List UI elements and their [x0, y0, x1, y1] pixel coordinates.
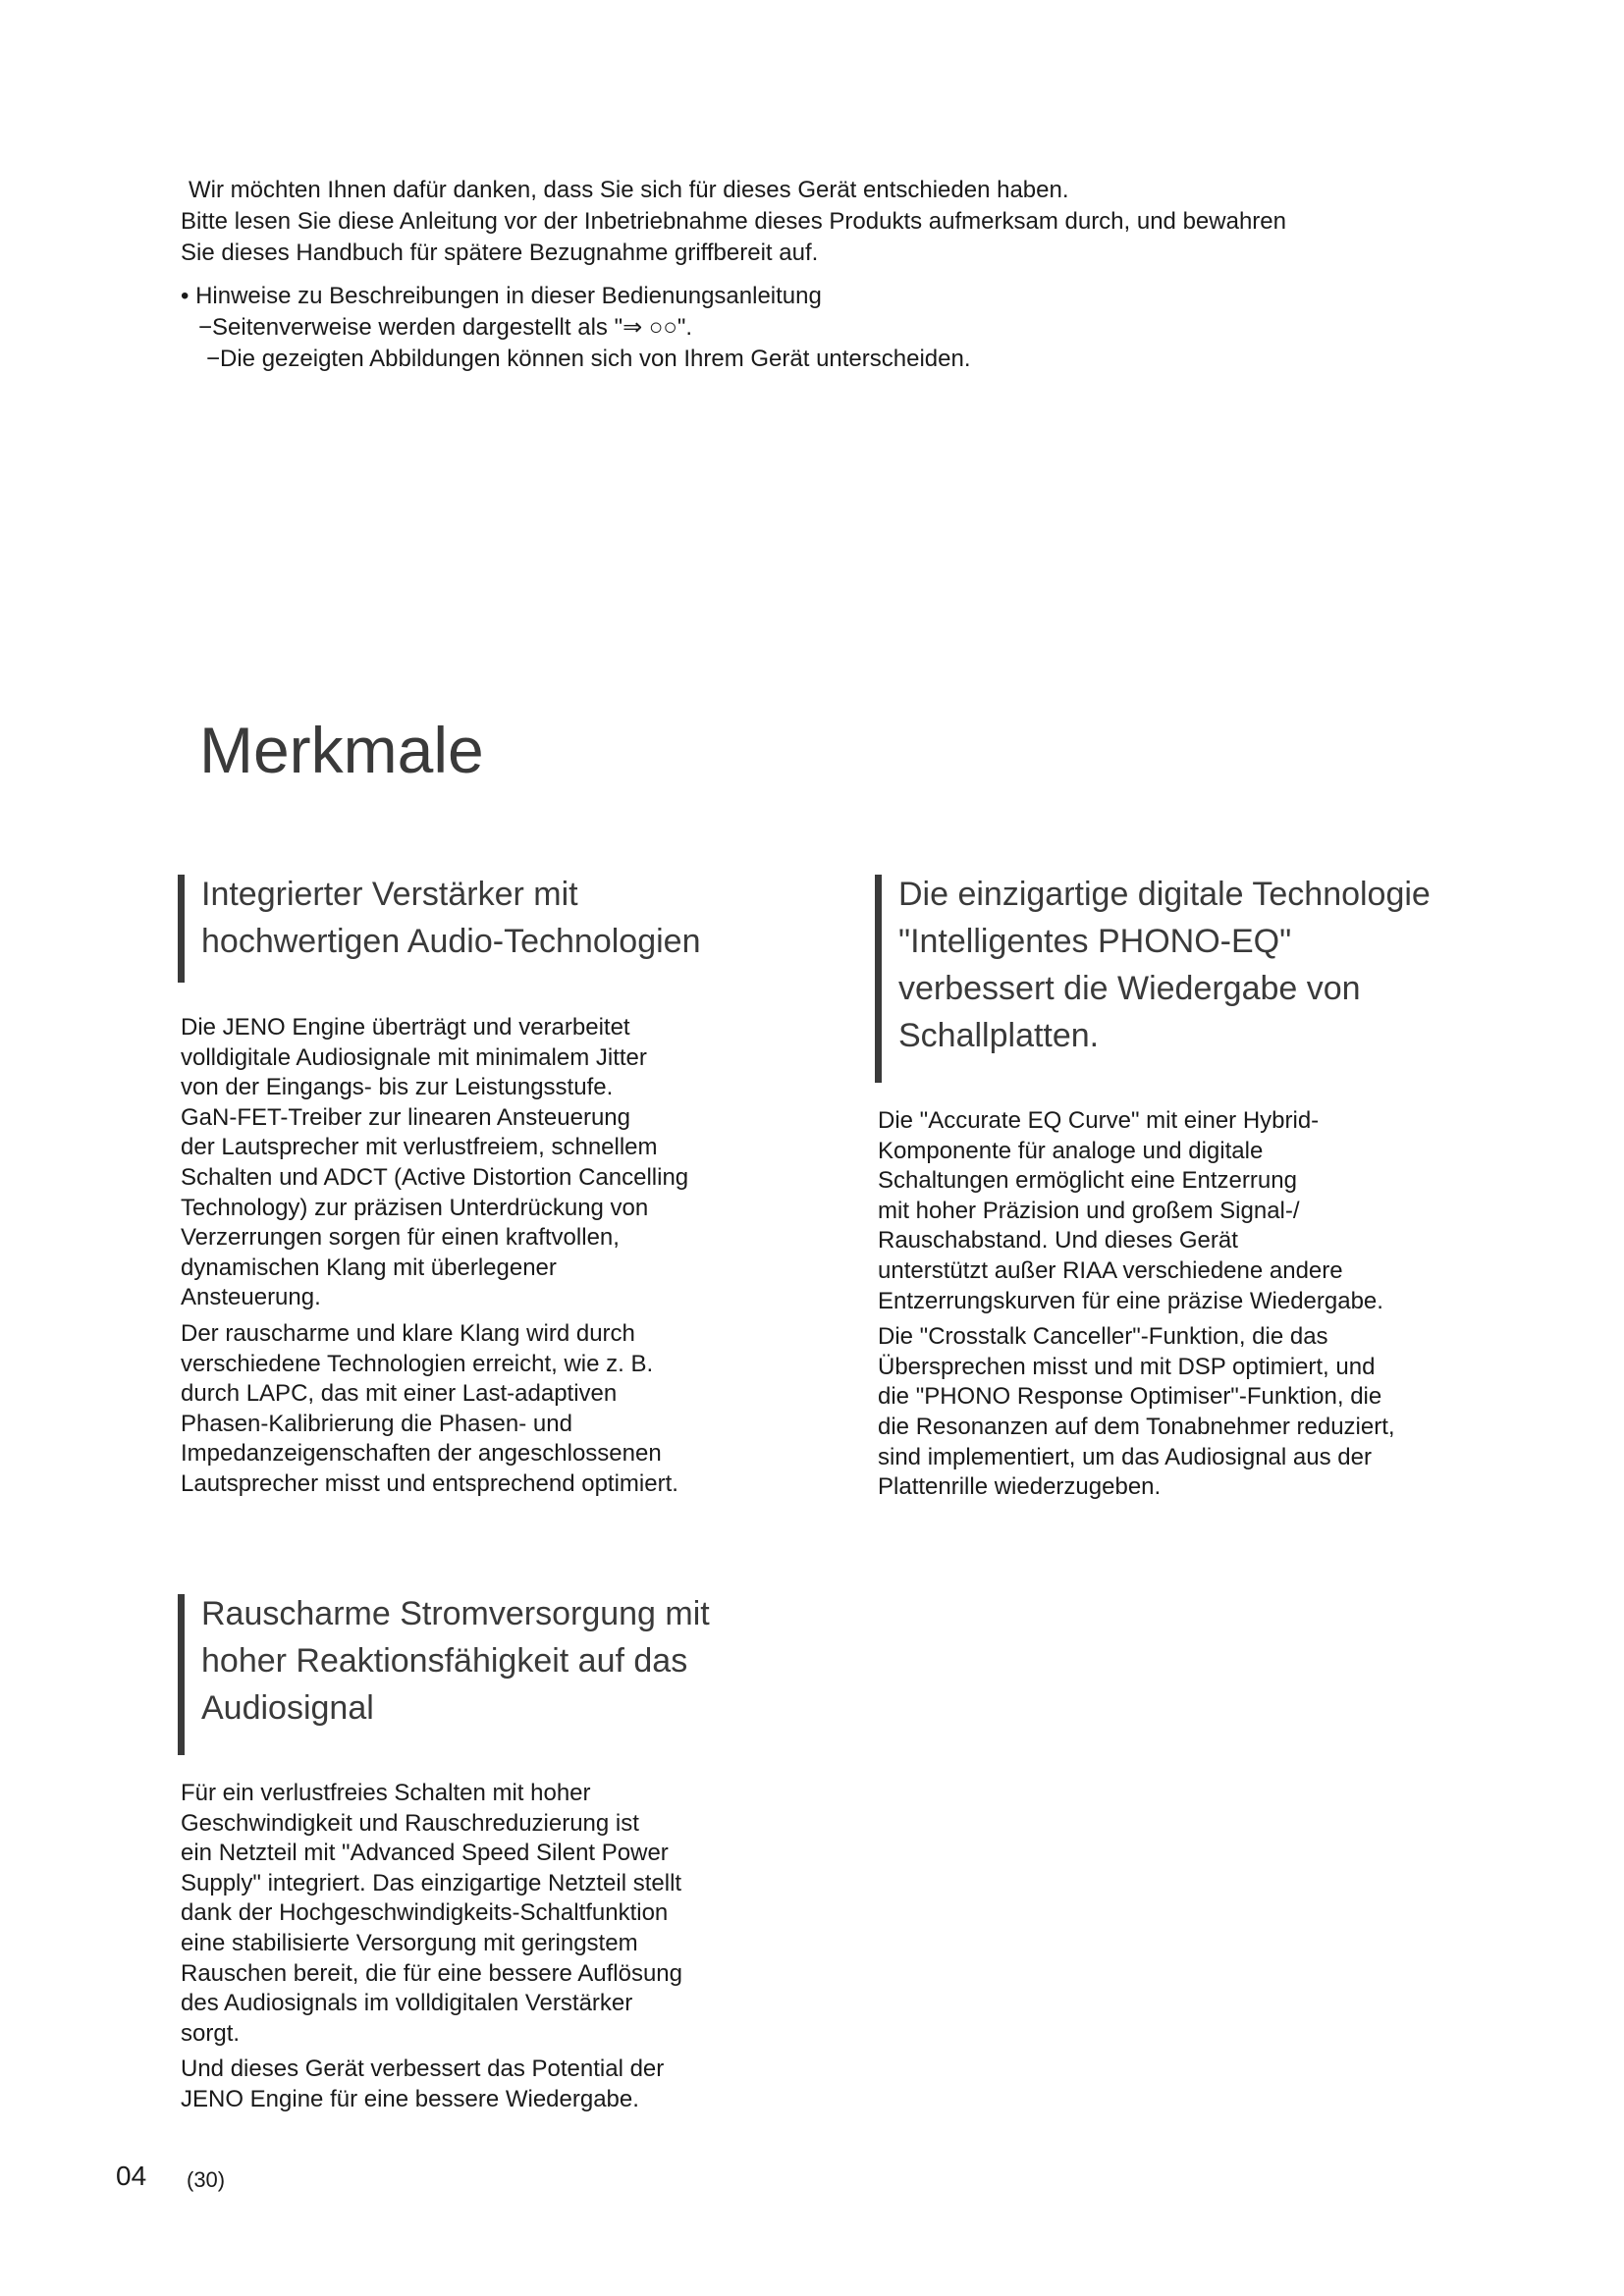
body-line: Phasen-Kalibrierung die Phasen- und	[181, 1410, 572, 1437]
body-line: von der Eingangs- bis zur Leistungsstufe.	[181, 1074, 614, 1101]
body-line: Supply" integriert. Das einzigartige Netzteil stellt	[181, 1869, 682, 1896]
heading-accent-bar	[875, 875, 882, 1083]
body-line: JENO Engine für eine bessere Wiedergabe.	[181, 2085, 639, 2112]
heading-accent-bar	[178, 875, 185, 983]
feature-title-line: hoher Reaktionsfähigkeit auf das	[201, 1642, 688, 1680]
intro-line: Wir möchten Ihnen dafür danken, dass Sie sich für dieses Gerät entschieden haben.	[189, 177, 1069, 203]
body-line: Schalten und ADCT (Active Distortion Cancelling	[181, 1163, 689, 1191]
body-line: Komponente für analoge und digitale	[878, 1137, 1264, 1164]
feature-body	[878, 1106, 1487, 1503]
page-number: 04	[116, 2161, 147, 2191]
intro-line: Bitte lesen Sie diese Anleitung vor der Inbetriebnahme dieses Produkts aufmerksam durch, und bewahren	[181, 208, 1286, 235]
feature-title	[201, 1590, 786, 1732]
body-line: unterstützt außer RIAA verschiedene andere	[878, 1256, 1343, 1284]
feature-heading	[178, 1590, 786, 1732]
feature-heading	[875, 871, 1503, 1059]
body-line: dynamischen Klang mit überlegener	[181, 1254, 557, 1281]
body-line: sorgt.	[181, 2019, 241, 2047]
body-line: Für ein verlustfreies Schalten mit hoher	[181, 1780, 591, 1806]
body-line: die Resonanzen auf dem Tonabnehmer reduziert,	[878, 1413, 1395, 1440]
feature-title-line: Integrierter Verstärker mit	[201, 876, 578, 913]
body-line: der Lautsprecher mit verlustfreiem, schnellem	[181, 1134, 658, 1161]
body-line: ein Netzteil mit "Advanced Speed Silent Power	[181, 1840, 669, 1867]
body-line: Plattenrille wiederzugeben.	[878, 1473, 1162, 1501]
intro-text	[181, 175, 1457, 269]
notes-sub-item: −Die gezeigten Abbildungen können sich von Ihrem Gerät unterscheiden.	[206, 346, 971, 372]
feature-power-supply	[178, 1590, 786, 2112]
feature-title-line: Schallplatten.	[898, 1017, 1100, 1054]
body-line: sind implementiert, um das Audiosignal aus der	[878, 1443, 1372, 1470]
body-line: GaN-FET-Treiber zur linearen Ansteuerung	[181, 1103, 630, 1131]
feature-title-line: verbessert die Wiedergabe von	[898, 970, 1361, 1007]
page-title: Merkmale	[199, 714, 484, 786]
body-line: des Audiosignals im volldigitalen Verstärker	[181, 1990, 633, 2017]
body-line: eine stabilisierte Versorgung mit geringstem	[181, 1929, 638, 1956]
feature-title-line: hochwertigen Audio-Technologien	[201, 923, 701, 960]
body-line: Lautsprecher misst und entsprechend optimiert.	[181, 1469, 678, 1497]
body-line: verschiedene Technologien erreicht, wie z. B.	[181, 1350, 654, 1377]
feature-title	[201, 871, 786, 965]
body-line: Impedanzeigenschaften der angeschlossenen	[181, 1440, 662, 1468]
body-line: mit hoher Präzision und großem Signal-/	[878, 1197, 1300, 1224]
page-sub-number: (30)	[187, 2167, 226, 2192]
body-line: Rauschabstand. Und dieses Gerät	[878, 1227, 1238, 1255]
body-line: Verzerrungen sorgen für einen kraftvollen,	[181, 1224, 620, 1252]
feature-integrated-amplifier	[178, 871, 786, 1497]
body-line: die "PHONO Response Optimiser"-Funktion, die	[878, 1383, 1382, 1411]
body-line: Geschwindigkeit und Rauschreduzierung ist	[181, 1809, 639, 1837]
body-line: Und dieses Gerät verbessert das Potential der	[181, 2056, 665, 2083]
feature-phono-eq	[875, 871, 1503, 1501]
feature-heading	[178, 871, 786, 965]
body-line: Ansteuerung.	[181, 1284, 321, 1311]
notes-block	[181, 281, 1457, 375]
feature-title-line: Rauscharme Stromversorgung mit	[201, 1595, 710, 1632]
notes-sub-item: −Seitenverweise werden dargestellt als "⇒ ○○".	[198, 314, 693, 341]
feature-body	[181, 1013, 789, 1500]
notes-bullet: • Hinweise zu Beschreibungen in dieser Bedienungsanleitung	[181, 283, 822, 309]
feature-title-line: "Intelligentes PHONO-EQ"	[898, 923, 1292, 960]
feature-body	[181, 1779, 789, 2115]
heading-accent-bar	[178, 1594, 185, 1755]
body-line: Rauschen bereit, die für eine bessere Auflösung	[181, 1959, 682, 1987]
body-line: Technology) zur präzisen Unterdrückung von	[181, 1194, 649, 1221]
body-line: Die JENO Engine überträgt und verarbeitet	[181, 1014, 630, 1041]
feature-title-line: Die einzigartige digitale Technologie	[898, 876, 1431, 913]
body-line: Die "Accurate EQ Curve" mit einer Hybrid-	[878, 1107, 1320, 1134]
body-line: Die "Crosstalk Canceller"-Funktion, die das	[878, 1323, 1328, 1351]
body-line: durch LAPC, das mit einer Last-adaptiven	[181, 1380, 618, 1408]
feature-title	[898, 871, 1503, 1059]
feature-title-line: Audiosignal	[201, 1689, 374, 1727]
body-line: Der rauscharme und klare Klang wird durch	[181, 1319, 635, 1347]
body-line: Übersprechen misst und mit DSP optimiert, und	[878, 1353, 1376, 1380]
body-line: Entzerrungskurven für eine präzise Wiedergabe.	[878, 1287, 1383, 1314]
body-line: volldigitale Audiosignale mit minimalem Jitter	[181, 1043, 647, 1071]
body-line: Schaltungen ermöglicht eine Entzerrung	[878, 1167, 1297, 1195]
intro-line: Sie dieses Handbuch für spätere Bezugnahme griffbereit auf.	[181, 240, 819, 266]
body-line: dank der Hochgeschwindigkeits-Schaltfunktion	[181, 1899, 669, 1927]
